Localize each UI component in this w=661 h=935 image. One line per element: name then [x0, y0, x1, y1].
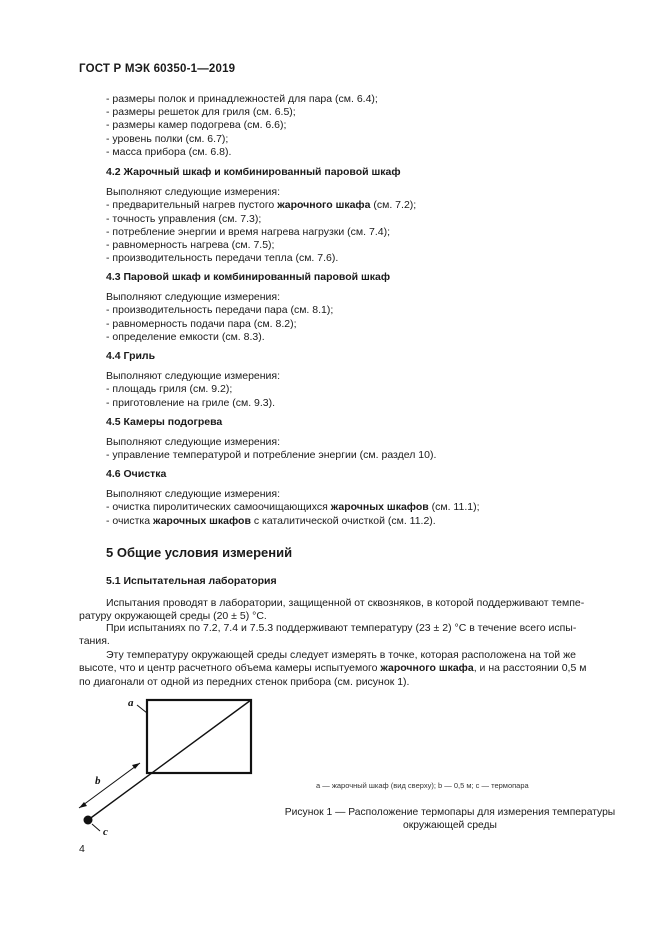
section-intro: Выполняют следующие измерения: — [106, 436, 281, 449]
section-heading: 4.4 Гриль — [106, 350, 156, 362]
page-number: 4 — [79, 843, 85, 855]
list-item: - производительность передачи пара (см. 8.1); — [106, 304, 334, 317]
paragraph-line: Эту температуру окружающей среды следует измерять в точке, которая расположена на той же — [106, 649, 576, 661]
section-intro: Выполняют следующие измерения: — [106, 186, 281, 199]
section-4-5 — [106, 416, 606, 463]
list-item: - размеры камер подогрева (см. 6.6); — [106, 119, 287, 132]
caption-line: Рисунок 1 — Расположение термопары для измерения температуры — [284, 807, 616, 818]
section-heading: 4.2 Жарочный шкаф и комбинированный паровой шкаф — [106, 166, 401, 178]
paragraph-2 — [79, 622, 614, 649]
diagonal-line — [88, 700, 251, 820]
section-intro: Выполняют следующие измерения: — [106, 291, 281, 304]
section-4-3 — [106, 271, 606, 344]
list-item: - площадь гриля (см. 9.2); — [106, 383, 233, 396]
list-item: - равномерность подачи пара (см. 8.2); — [106, 317, 297, 330]
figure-legend: a — жарочный шкаф (вид сверху); b — 0,5 м; c — термопара — [316, 781, 529, 790]
list-item: - масса прибора (см. 6.8). — [106, 145, 232, 158]
paragraph-line: При испытаниях по 7.2, 7.4 и 7.5.3 поддерживают температуру (23 ± 2) °С в течение всего испы- — [106, 622, 577, 634]
section-5-heading: 5 Общие условия измерений — [106, 545, 293, 560]
list-item: - потребление энергии и время нагрева нагрузки (см. 7.4); — [106, 225, 390, 238]
section-intro: Выполняют следующие измерения: — [106, 488, 281, 501]
leader-c — [92, 824, 100, 831]
list-item: - уровень полки (см. 6.7); — [106, 132, 229, 145]
label-b: b — [95, 775, 101, 787]
thermocouple-point — [84, 816, 93, 825]
list-item: - приготовление на гриле (см. 9.3). — [106, 396, 276, 409]
list-item: - очистка жарочных шкафов с каталитической очисткой (см. 11.2). — [106, 514, 436, 527]
list-item: - предварительный нагрев пустого жарочного шкафа (см. 7.2); — [106, 199, 417, 212]
section-4-2 — [106, 166, 606, 265]
label-c: c — [103, 826, 108, 837]
paragraph-3 — [79, 649, 614, 689]
list-item: - определение емкости (см. 8.3). — [106, 330, 265, 343]
section-heading: 4.3 Паровой шкаф и комбинированный паровой шкаф — [106, 271, 391, 283]
section-heading: 4.5 Камеры подогрева — [106, 416, 223, 428]
list-item: - размеры полок и принадлежностей для пара (см. 6.4); — [106, 93, 378, 105]
section-5-1-heading: 5.1 Испытательная лаборатория — [106, 575, 277, 587]
list-item: - управление температурой и потребление энергии (см. раздел 10). — [106, 449, 437, 462]
figure-thermocouple-diagram — [70, 697, 260, 837]
dimension-line-b — [79, 763, 140, 808]
section-heading: 4.6 Очистка — [106, 468, 167, 480]
section-intro: Выполняют следующие измерения: — [106, 370, 281, 383]
paragraph-line: высоте, что и центр расчетного объема камеры испытуемого жарочного шкафа, и на расстоянии 0,5 м — [79, 662, 587, 675]
figure-caption — [280, 806, 620, 832]
paragraph-line: тания. — [79, 635, 110, 648]
list-item: - очистка пиролитических самоочищающихся жарочных шкафов (см. 11.1); — [106, 501, 480, 514]
list-top — [106, 93, 606, 159]
list-item: - точность управления (см. 7.3); — [106, 212, 262, 225]
paragraph-line: Испытания проводят в лаборатории, защищенной от сквозняков, в которой поддерживают темпе- — [106, 597, 585, 609]
section-4-4 — [106, 350, 606, 410]
list-item: - производительность передачи тепла (см. 7.6). — [106, 252, 339, 265]
label-a: a — [128, 697, 134, 709]
section-4-6 — [106, 468, 606, 528]
list-item: - размеры решеток для гриля (см. 6.5); — [106, 106, 296, 119]
paragraph-line: по диагонали от одной из передних стенок прибора (см. рисунок 1). — [79, 675, 410, 688]
caption-line: окружающей среды — [403, 820, 497, 831]
standard-title: ГОСТ Р МЭК 60350-1—2019 — [79, 63, 236, 75]
leader-a — [137, 705, 147, 713]
paragraph-1 — [79, 597, 614, 624]
paragraph-line: ратуру окружающей среды (20 ± 5) °С. — [79, 610, 267, 623]
list-item: - равномерность нагрева (см. 7.5); — [106, 239, 275, 252]
